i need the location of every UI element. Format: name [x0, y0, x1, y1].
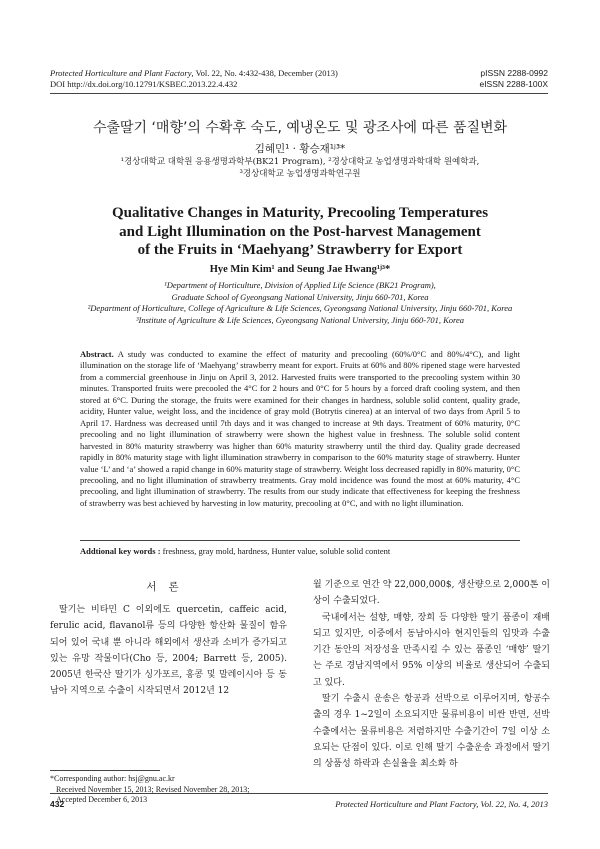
pissn: pISSN 2288-0992 [480, 68, 548, 78]
footer-rule [50, 793, 548, 794]
accepted-date: Accepted December 6, 2013 [56, 795, 148, 804]
korean-affil-line: ¹경상대학교 대학원 응용생명과학부(BK21 Program), ²경상대학교 농업생명과학대학 원예학과, [120, 157, 480, 167]
abstract-label: Abstract. [80, 349, 114, 359]
received-dates: Received November 15, 2013; Revised November 28, 2013; [56, 784, 250, 794]
english-affil-line: ³Institute of Agriculture & Life Sciences, Gyeongsang National University, Jinju 660-701, Korea [135, 314, 465, 325]
keywords [80, 546, 530, 556]
korean-affil-line: ³경상대학교 농업생명과학연구원 [239, 169, 361, 179]
english-authors: Hye Min Kim¹ and Seung Jae Hwang¹ʲ³* [209, 264, 391, 275]
english-affil-line: ¹Department of Horticulture, Division of Applied Life Science (BK21 Program), [164, 280, 436, 290]
english-affiliations [40, 280, 560, 326]
body-column-left [50, 602, 287, 700]
footer-journal: Protected Horticulture and Plant Factory, Vol. 22, No. 4, 2013 [335, 799, 548, 809]
english-title [50, 204, 550, 260]
abstract-text: A study was conducted to examine the effect of maturity and precooling (60%/0°C and 80%/4°C), and light illumination on the storage life of ‘Maehyang’ strawberry meant for export. Fruits at 60% and 80% ripened stage were harvested from a commercial greenhouse in Jinju on April 3, 2012. Harvested fruits were transported to the precooling system within 30 minutes. Transported fruits were precooled the 4°C for 2 hours and 0°C for 5 hours by a forced draft cooling system, and then stored at 6°C. During the storage, the fruits were examined for their changes in hardness, soluble solid content, quality grade, acidity, Hunter value, weight loss, and the incidence of gray mold (Botrytis cinerea) at an interval of two days from April 5 to April 17. Hardness was decreased until 7th days and it was changed to increase at 9th days. Treatment of 60% maturity, 0°C precooling and no light illumination of strawberry were shown the highest value in freshness. The soluble solid content harvested in 80% maturity strawberry was higher than 60% maturity strawberry until the third day. Quality grade decreased rapidly in 80% maturity stage with light illumination strawberry in comparison to the 60% maturity stage of strawberry. Hunter value ‘L’ and ‘a’ showed a rapid change in 60% maturity stage of strawberry. Weight loss decreased rapidly in 80% maturity, 0°C precooling, and no light illumination of strawberry treatments. Gray mold incidence was found the most at 60% maturity, 4°C precooling, and light illumination of strawberry. The results from our study indicate that effectiveness for keeping the freshness of strawberry was best achieved by harvesting in low maturity, precooling at 0°C, and with no light illumination. [80, 349, 521, 508]
keywords-label: Addtional key words : [80, 546, 161, 556]
english-title-line: Qualitative Changes in Maturity, Precooling Temperatures [111, 205, 489, 221]
english-affil-line: ²Department of Horticulture, College of Agriculture & Life Sciences, Gyeongsang National University, Jinju 660-701, Korea [87, 303, 513, 313]
page-number: 432 [50, 799, 65, 809]
abstract [80, 349, 520, 509]
footnote-rule [50, 770, 160, 771]
korean-affiliations [50, 156, 550, 180]
doi: DOI http://dx.doi.org/10.12791/KSBEC.2013.22.4.432 [50, 79, 238, 89]
header-rule [50, 93, 548, 94]
korean-authors: 김혜민¹ · 황승재¹ʲ³* [254, 143, 346, 155]
journal-name: Protected Horticulture and Plant Factory [50, 68, 192, 78]
paragraph: 월 기준으로 연간 약 22,000,000$, 생산량으로 2,000톤 이상이 수출되었다. [313, 580, 550, 607]
corresponding-author: *Corresponding author: hsj@gnu.ac.kr [50, 774, 175, 783]
journal-citation: , Vol. 22, No. 4:432-438, December (2013) [191, 68, 338, 78]
journal-header [50, 68, 338, 90]
paragraph: 딸기 수출시 운송은 항공과 선박으로 이루어지며, 항공수출의 경우 1~2일이 소요되지만 물류비용이 비싼 반면, 선박수출에서는 물류비용은 저렴하지만 수출기간이 7일 이상 소요되는 단점이 있다. 이로 인해 딸기 수출운송 과정에서 딸기의 상품성 하락과 손실율을 최소화 하 [313, 694, 550, 770]
body-column-right [313, 577, 550, 773]
abstract-rule [80, 540, 520, 541]
issn-block [479, 68, 548, 90]
keywords-text: freshness, gray mold, hardness, Hunter value, soluble solid content [160, 546, 391, 556]
paragraph: 국내에서는 설향, 매향, 장희 등 다양한 딸기 품종이 재배되고 있지만, 이중에서 동남아시아 현지인들의 입맛과 수출 기간 동안의 저장성을 만족시킬 수 있는 품종인 ‘매향’ 딸기는 주로 경남지역에서 95% 이상의 비율로 생산되어 수출되고 있다. [313, 612, 550, 688]
paragraph: 딸기는 비타민 C 이외에도 quercetin, caffeic acid, ferulic acid, flavanol류 등의 다양한 항산화 물질이 함유되어 있어 국내 뿐 아니라 해외에서 생산과 소비가 증가되고 있는 유망 작물이다(Cho 등, 2004; Barrett 등, 2005). 2005년 한국산 딸기가 싱가포르, 홍콩 및 말레이시아 등 동남아 지역으로 수출이 시작되면서 2012년 12 [50, 605, 287, 697]
eissn: eISSN 2288-100X [479, 79, 548, 89]
english-title-line: of the Fruits in ‘Maehyang’ Strawberry for Export [137, 242, 463, 258]
english-affil-line: Graduate School of Gyeongsang National University, Jinju 660-701, Korea [171, 291, 429, 302]
footnote [50, 774, 290, 806]
section-heading: 서론 [146, 581, 191, 593]
korean-title: 수출딸기 ‘매향’의 수확후 숙도, 예냉온도 및 광조사에 따른 품질변화 [92, 120, 508, 136]
english-title-line: and Light Illumination on the Post-harvest Management [119, 223, 481, 240]
